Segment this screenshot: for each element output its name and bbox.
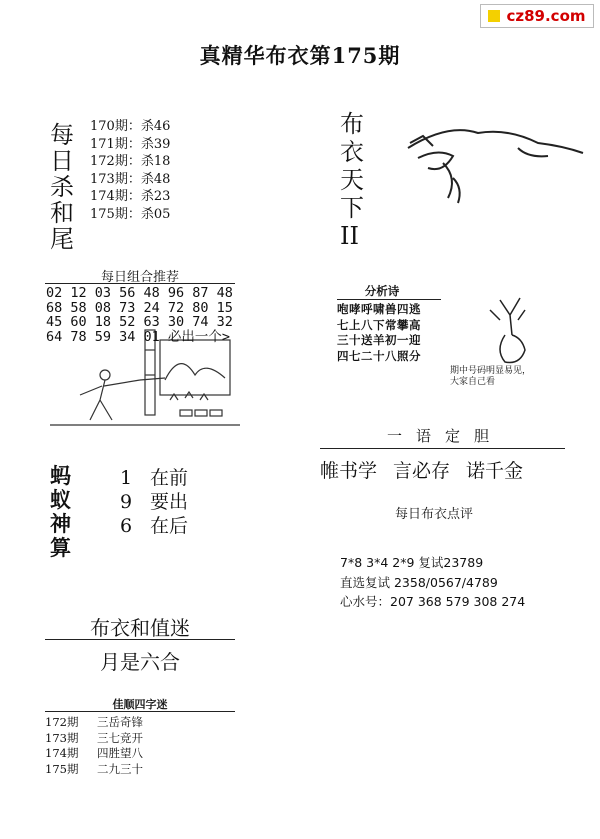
poem-line: 咆哮呼啸兽四逃 <box>337 302 421 316</box>
yiyu-title: 一语定胆 <box>386 427 503 445</box>
poem-line: 四七二十八照分 <box>337 348 421 363</box>
ant-god-text: 在前 <box>150 467 189 489</box>
four-char-text: 二九三十 <box>97 761 143 776</box>
four-char-period: 174期 <box>45 746 79 760</box>
kill-item: 175期：杀05 <box>90 206 171 222</box>
tianxia-title-text: 布衣天下 <box>340 110 364 222</box>
ant-god-text: 要出 <box>150 491 189 513</box>
four-char-item <box>45 746 143 762</box>
poem-lines <box>337 302 421 364</box>
kill-item: 170期：杀46 <box>90 119 171 134</box>
four-char-text: 三七竞开 <box>97 730 143 745</box>
four-char-item <box>45 762 143 778</box>
yiyu-phrase: 言必存 <box>393 460 451 482</box>
watermark-text: cz89.com <box>506 7 586 25</box>
four-char-text: 四胜望八 <box>97 746 143 760</box>
poem-line: 七上八下常攀高 <box>337 317 421 332</box>
combo-row: 02 12 03 56 48 96 87 48 <box>46 285 233 301</box>
mountain-brush-illustration <box>398 118 588 208</box>
combo-divider <box>45 283 235 284</box>
four-char-divider <box>45 711 235 712</box>
figure-ink-illustration <box>470 290 550 370</box>
page-title: 真精华布衣第175期 <box>199 43 401 68</box>
poem-title: 分析诗 <box>364 284 400 298</box>
tip-line: 7*8 3*4 2*9 复试23789 <box>340 555 484 570</box>
four-char-item <box>45 715 143 731</box>
ant-god-item <box>120 490 188 514</box>
yiyu-phrases <box>320 456 580 483</box>
ant-god-item <box>120 466 188 490</box>
four-char-period: 172期 <box>45 715 79 729</box>
four-char-period: 175期 <box>45 761 79 776</box>
hezhi-title: 布衣和值迷 <box>90 616 190 640</box>
poem-line: 三十送羊初一迎 <box>337 333 421 347</box>
tianxia-suffix: II <box>340 222 359 250</box>
watermark-logo <box>480 4 594 28</box>
combo-row: 64 78 59 34 01 必出一个> <box>46 328 231 345</box>
poem-note <box>450 366 531 388</box>
combo-row: 45 60 18 52 63 30 74 32 <box>46 314 233 330</box>
poem-note-line: 期中号码明显易见， <box>450 366 532 376</box>
four-char-period: 173期 <box>45 730 79 745</box>
kill-list <box>90 118 170 223</box>
ant-god-text: 在后 <box>150 515 189 537</box>
four-char-title: 佳顺四字迷 <box>112 698 168 711</box>
kill-section-title: 每日杀和尾 <box>50 121 74 253</box>
tianxia-title <box>340 110 366 250</box>
dianping-title: 每日布衣点评 <box>395 507 474 522</box>
yiyu-phrase: 帷书学 <box>320 460 378 482</box>
four-char-item <box>45 731 143 747</box>
ant-god-item <box>120 514 188 538</box>
ant-god-title: 蚂蚁神算 <box>50 463 71 560</box>
watermark-square-icon <box>488 10 500 22</box>
combo-number-grid <box>46 286 233 344</box>
kill-item: 172期：杀18 <box>90 154 171 169</box>
ant-god-number: 9 <box>120 491 133 513</box>
poem-note-line: 大家自己看 <box>450 377 496 387</box>
tip-line: 直选复试 2358/0567/4789 <box>340 574 498 590</box>
kill-item: 174期：杀23 <box>90 189 171 204</box>
yiyu-divider <box>320 448 565 449</box>
ant-god-number: 6 <box>120 515 133 537</box>
hezhi-answer: 月是六合 <box>100 650 180 674</box>
four-char-text: 三岳奇锋 <box>97 715 143 729</box>
ant-god-list <box>120 466 188 538</box>
combo-section-title: 每日组合推荐 <box>100 270 179 285</box>
tips-list <box>340 553 525 612</box>
poem-divider <box>337 299 441 300</box>
combo-row: 68 58 08 73 24 72 80 15 <box>46 299 233 316</box>
tip-line: 心水号：207 368 579 308 274 <box>340 594 526 609</box>
yiyu-phrase: 诺千金 <box>466 460 524 482</box>
kill-item: 173期：杀48 <box>90 171 171 187</box>
kill-item: 171期：杀39 <box>90 136 171 152</box>
ant-god-number: 1 <box>120 467 133 489</box>
four-char-list <box>45 715 143 777</box>
hezhi-divider <box>45 639 235 640</box>
